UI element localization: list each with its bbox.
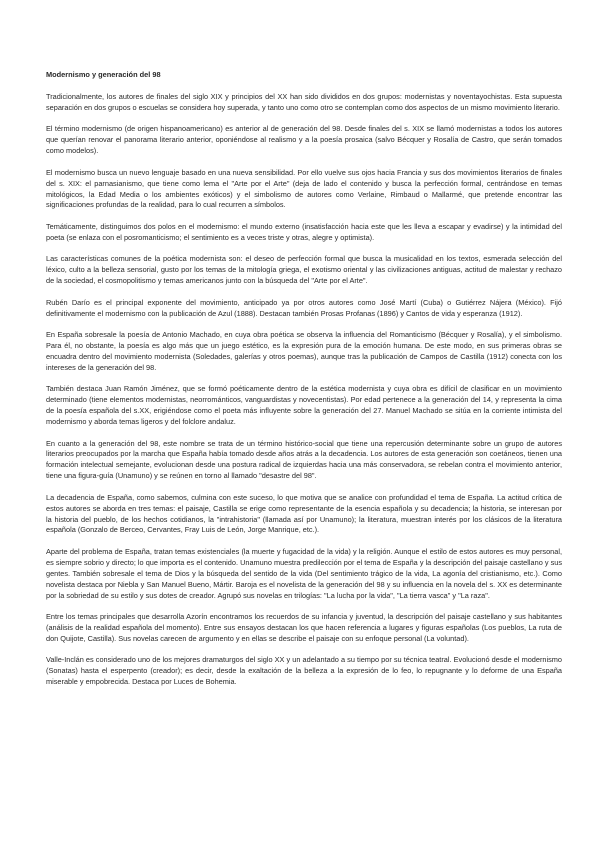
paragraph: En España sobresale la poesía de Antonio Machado, en cuya obra poética se observa la influencia del Romanticismo (Bécquer y Rosalía), y el simbolismo. Para él, no obstante, la poesía es algo más que un juego estético, es la expresión pura de la emoción humana. De este modo, en sus primeras obras se encuadra dentro del movimiento modernista (Soledades, galerías y otros poemas), aunque tras la publicación de Campos de Castilla (1912) conecta con los intereses de la generación del 98. <box>46 330 562 372</box>
document-title: Modernismo y generación del 98 <box>46 70 161 79</box>
paragraph: Las características comunes de la poética modernista son: el deseo de perfección formal que busca la musicalidad en los textos, esmerada selección del léxico, culto a la belleza sensorial, gusto por los temas de la mitología griega, el exotismo oriental y las civilizaciones antiguas, actitud de malestar y rechazo de la sociedad, el cosmopolitismo y temas americanos junto con la búsqueda del "Arte por el Arte". <box>46 254 562 286</box>
paragraph: La decadencia de España, como sabemos, culmina con este suceso, lo que motiva que se analice con profundidad el tema de España. La actitud crítica de estos autores se aborda en tres temas: el paisaje, Castilla se erige como representante de la esencia española y su decadencia; la historia, se interesan por la historia del pueblo, de los hechos cotidianos, la "intrahistoria" (llamada así por Unamuno); la literatura, muestran interés por los clásicos de la literatura española (Gonzalo de Berceo, Cervantes, Fray Luis de León, Jorge Manrique, etc.). <box>46 492 562 535</box>
paragraph: Rubén Darío es el principal exponente del movimiento, anticipado ya por otros autores como José Martí (Cuba) o Gutiérrez Nájera (México). Fijó definitivamente el modernismo con la publicación de Azul (1888). Destacan también Prosas Profanas (1896) y Cantos de vida y esperanza (1912). <box>46 297 562 318</box>
paragraph: El término modernismo (de origen hispanoamericano) es anterior al de generación del 98. Desde finales del s. XIX se llamó modernistas a todos los autores que querían renovar el panorama literario anterior, oponiéndose al realismo y a la poesía prosaica (salvo Bécquer y Rosalía de Castro, que serán tomados como modelos). <box>46 124 562 156</box>
paragraph: Temáticamente, distinguimos dos polos en el modernismo: el mundo externo (insatisfacción hacia este que les lleva a escapar y evadirse) y la intimidad del poeta (se enlaza con el posromanticismo; el sentimiento es a veces triste y otras, alegre y optimista). <box>46 221 562 242</box>
paragraph: También destaca Juan Ramón Jiménez, que se formó poéticamente dentro de la estética modernista y cuya obra es difícil de clasificar en un movimiento determinado (tiene elementos modernistas, neorrománticos, vanguardistas y novecentistas). Por edad pertenece a la generación del 14, y representa la cima de la poesía española del s.XX, erigiéndose como el poeta más influyente sobre la generación del 27. Manuel Machado se sitúa en la corriente intimista del modernismo y aborda temas ligeros y del folclore andaluz. <box>46 384 562 426</box>
paragraph: El modernismo busca un nuevo lenguaje basado en una nueva sensibilidad. Por ello vuelve sus ojos hacia Francia y sus dos movimientos literarios de finales del s. XIX: el parnasianismo, que tiene como lema el "Arte por el Arte" (deja de lado el contenido y busca la perfección formal, centrándose en temas mitológicos, la Edad Media o los ambientes exóticos) y el simbolismo de autores como Verlaine, Rimbaud o Mallarmé, que pretende encontrar las significaciones profundas de la realidad, para lo cual recurren a símbolos. <box>46 167 562 210</box>
paragraph: En cuanto a la generación del 98, este nombre se trata de un término histórico-social que tiene una repercusión determinante sobre un grupo de autores literarios preocupados por la marcha que España había tomado desde años atrás a la decadencia. Los autores de esta generación son coetáneos, tienen una formación intelectual semejante, evolucionan desde una postura radical de izquierdas hacia una más conservadora, se rebelan contra el movimiento anterior, tiene una figura-guía (Unamuno) y se reúnen en torno al llamado "desastre del 98". <box>46 438 562 481</box>
paragraph: Entre los temas principales que desarrolla Azorín encontramos los recuerdos de su infancia y juventud, la descripción del paisaje castellano y sus habitantes (análisis de la realidad española del momento). Entre sus ensayos destacan los que hacen referencia a lugares y figuras españolas (Los pueblos, La ruta de don Quijote, Castilla). Sus novelas carecen de argumento y en ellas se describe el paisaje con su enfoque personal (La voluntad). <box>46 612 562 643</box>
paragraph: Tradicionalmente, los autores de finales del siglo XIX y principios del XX han sido divididos en dos grupos: modernistas y noventayochistas. Esta supuesta separación en dos grupos o escuelas se considera hoy superada, y tanto uno como otro se contemplan como dos aspectos de un mismo movimiento literario. <box>46 92 562 112</box>
paragraph: Valle-Inclán es considerado uno de los mejores dramaturgos del siglo XX y un adelantado a su tiempo por su técnica teatral. Evolucionó desde el modernismo (Sonatas) hasta el esperpento (creador); es decir, desde la exaltación de la belleza a la expresión de lo feo, lo repugnante y lo deforme de una España miserable y empobrecida. Destaca por Luces de Bohemia. <box>46 655 562 687</box>
paragraph: Aparte del problema de España, tratan temas existenciales (la muerte y fugacidad de la vida) y la religión. Aunque el estilo de estos autores es muy personal, es siempre sobrio y directo; lo que importa es el contenido. Unamuno muestra predilección por el tema de España y la descripción del paisaje castellano y sus gentes. También sobresale el tema de Dios y la búsqueda del sentido de la vida (Del sentimiento trágico de la vida, La agonía del cristianismo, etc.). Como novelista destaca por Niebla y San Manuel Bueno, Mártir. Baroja es el novelista de la generación del 98 y su influencia en la novela del s. XX es determinante por la sobriedad de su estilo y sus dotes de creador. Agrupó sus novelas en trilogías: "La lucha por la vida", "La tierra vasca" y "La raza". <box>46 546 562 600</box>
